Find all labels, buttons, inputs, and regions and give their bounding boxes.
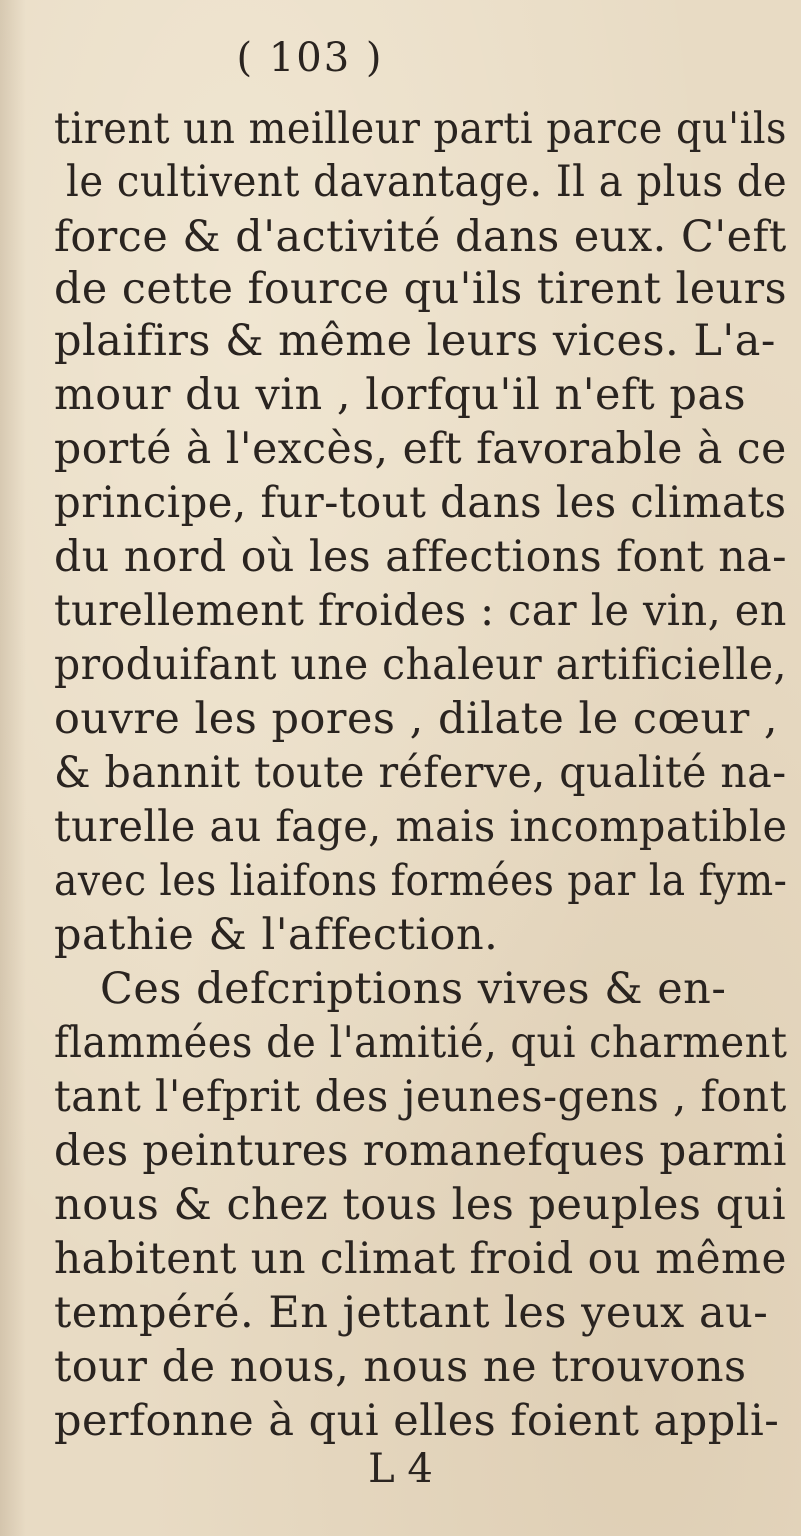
text-line: avec les liaifons formées par la fym- [54,856,788,906]
text-line: principe, fur-tout dans les climats [54,478,787,528]
text-line: turelle au fage, mais incompatible [54,802,788,852]
signature-mark: L 4 [368,1446,433,1492]
paragraph-start-line: Ces defcriptions vives & en- [100,964,727,1014]
text-line: turellement froides : car le vin, en [54,586,787,636]
text-line: nous & chez tous les peuples qui [54,1180,787,1230]
text-line: des peintures romanefques parmi [54,1126,787,1176]
text-line: & bannit toute réferve, qualité na- [54,748,787,798]
text-line: force & d'activité dans eux. C'eft [54,212,787,262]
text-line: perfonne à qui elles foient appli- [54,1396,780,1446]
text-line: pathie & l'affection. [54,910,499,960]
text-line: du nord où les affections font na- [54,532,788,582]
text-line: tempéré. En jettant les yeux au- [54,1288,769,1338]
text-line: plaifirs & même leurs vices. L'a- [54,316,776,366]
page-number: ( 103 ) [236,35,384,81]
text-line: mour du vin , lorfqu'il n'eft pas [54,370,747,420]
text-line: tour de nous, nous ne trouvons [54,1342,747,1392]
text-line: de cette fource qu'ils tirent leurs [54,264,788,314]
text-line: porté à l'excès, eft favorable à ce [54,424,787,474]
text-line: ouvre les pores , dilate le cœur , [54,694,779,744]
text-line: le cultivent davantage. Il a plus de [66,157,788,207]
text-line: flammées de l'amitié, qui charment [54,1018,788,1068]
text-line: produifant une chaleur artificielle, [54,640,787,690]
text-line: tant l'efprit des jeunes-gens , font [54,1072,787,1122]
text-line: habitent un climat froid ou même [54,1234,788,1284]
text-line: tirent un meilleur parti parce qu'ils [54,104,787,154]
page-gutter-shadow [0,0,26,1536]
